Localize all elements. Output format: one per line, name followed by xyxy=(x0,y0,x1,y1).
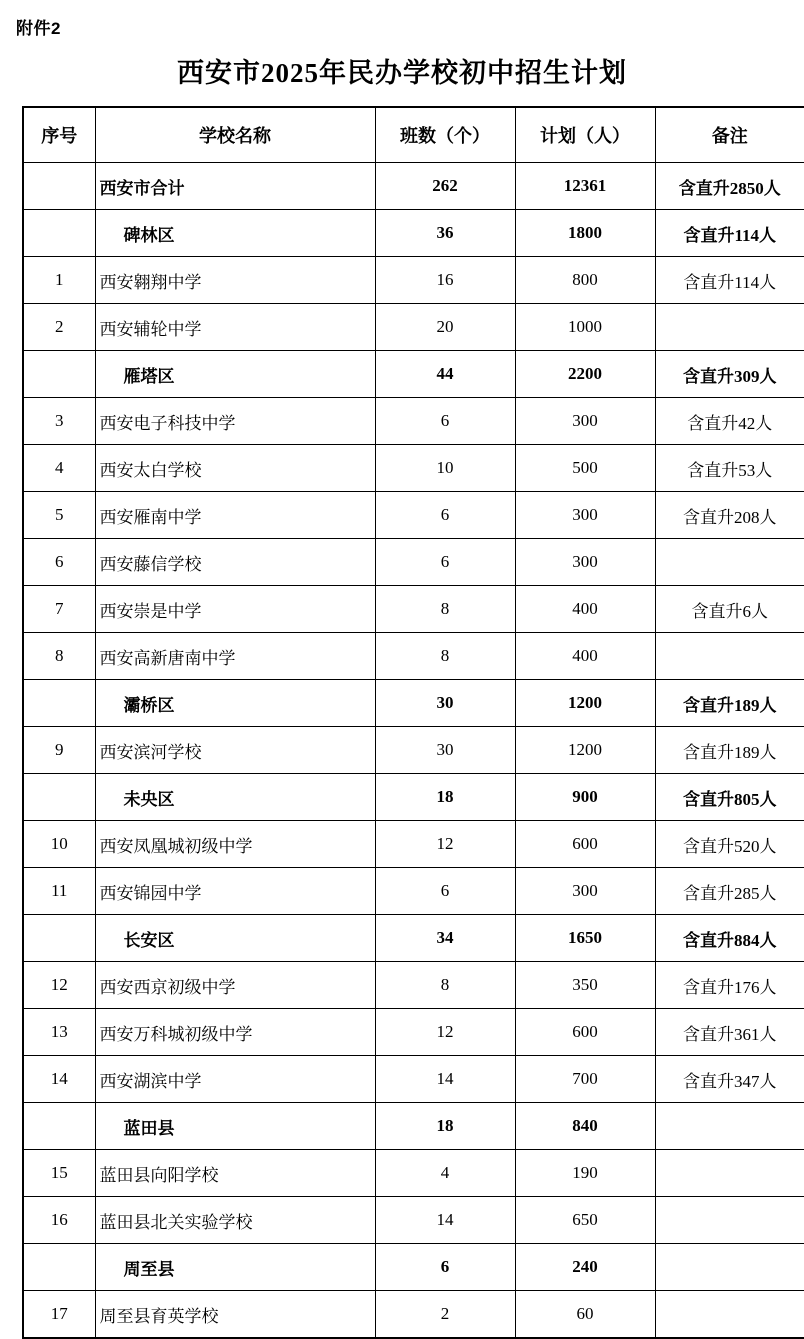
cell-school-name: 西安太白学校 xyxy=(95,445,375,492)
cell-class-count: 8 xyxy=(375,586,515,633)
cell-index: 11 xyxy=(23,868,95,915)
cell-plan-count: 1200 xyxy=(515,727,655,774)
cell-index xyxy=(23,163,95,210)
cell-index: 15 xyxy=(23,1150,95,1197)
cell-plan-count: 240 xyxy=(515,1244,655,1291)
cell-class-count: 10 xyxy=(375,445,515,492)
cell-class-count: 12 xyxy=(375,1009,515,1056)
cell-class-count: 6 xyxy=(375,398,515,445)
table-row xyxy=(23,445,804,492)
cell-plan-count: 300 xyxy=(515,398,655,445)
cell-school-name: 长安区 xyxy=(95,915,375,962)
cell-plan-count: 2200 xyxy=(515,351,655,398)
cell-school-name: 蓝田县北关实验学校 xyxy=(95,1197,375,1244)
cell-note: 含直升189人 xyxy=(655,727,804,774)
table-row xyxy=(23,210,804,257)
cell-note xyxy=(655,1150,804,1197)
table-row xyxy=(23,1244,804,1291)
cell-school-name: 西安凤凰城初级中学 xyxy=(95,821,375,868)
table-row xyxy=(23,398,804,445)
cell-index: 5 xyxy=(23,492,95,539)
cell-note: 含直升347人 xyxy=(655,1056,804,1103)
cell-plan-count: 600 xyxy=(515,1009,655,1056)
cell-note: 含直升285人 xyxy=(655,868,804,915)
cell-index xyxy=(23,210,95,257)
table-row xyxy=(23,492,804,539)
cell-plan-count: 350 xyxy=(515,962,655,1009)
cell-index xyxy=(23,1244,95,1291)
cell-note: 含直升884人 xyxy=(655,915,804,962)
cell-note: 含直升189人 xyxy=(655,680,804,727)
cell-note xyxy=(655,1291,804,1339)
cell-class-count: 6 xyxy=(375,1244,515,1291)
cell-school-name: 未央区 xyxy=(95,774,375,821)
cell-plan-count: 400 xyxy=(515,586,655,633)
column-header-plan-count: 计划（人） xyxy=(515,107,655,163)
cell-note: 含直升805人 xyxy=(655,774,804,821)
page-title: 西安市2025年民办学校初中招生计划 xyxy=(177,58,627,88)
table-row xyxy=(23,633,804,680)
column-header-class-count: 班数（个） xyxy=(375,107,515,163)
cell-note: 含直升208人 xyxy=(655,492,804,539)
cell-class-count: 262 xyxy=(375,163,515,210)
cell-class-count: 44 xyxy=(375,351,515,398)
cell-school-name: 蓝田县向阳学校 xyxy=(95,1150,375,1197)
cell-plan-count: 1800 xyxy=(515,210,655,257)
cell-index: 14 xyxy=(23,1056,95,1103)
cell-class-count: 36 xyxy=(375,210,515,257)
cell-class-count: 8 xyxy=(375,633,515,680)
cell-school-name: 西安藤信学校 xyxy=(95,539,375,586)
cell-plan-count: 650 xyxy=(515,1197,655,1244)
table-header-row xyxy=(23,107,804,163)
cell-index: 16 xyxy=(23,1197,95,1244)
cell-note xyxy=(655,1244,804,1291)
cell-plan-count: 840 xyxy=(515,1103,655,1150)
cell-class-count: 14 xyxy=(375,1056,515,1103)
table-row xyxy=(23,821,804,868)
table-row xyxy=(23,727,804,774)
cell-class-count: 6 xyxy=(375,868,515,915)
cell-note: 含直升42人 xyxy=(655,398,804,445)
cell-index xyxy=(23,680,95,727)
cell-index: 13 xyxy=(23,1009,95,1056)
table-row xyxy=(23,163,804,210)
cell-class-count: 8 xyxy=(375,962,515,1009)
cell-class-count: 30 xyxy=(375,680,515,727)
cell-note xyxy=(655,633,804,680)
cell-class-count: 6 xyxy=(375,539,515,586)
cell-school-name: 西安西京初级中学 xyxy=(95,962,375,1009)
cell-plan-count: 300 xyxy=(515,539,655,586)
cell-plan-count: 1650 xyxy=(515,915,655,962)
cell-school-name: 西安电子科技中学 xyxy=(95,398,375,445)
cell-note xyxy=(655,1103,804,1150)
cell-index xyxy=(23,351,95,398)
cell-school-name: 西安湖滨中学 xyxy=(95,1056,375,1103)
table-row xyxy=(23,774,804,821)
cell-index: 2 xyxy=(23,304,95,351)
cell-school-name: 周至县育英学校 xyxy=(95,1291,375,1339)
cell-class-count: 2 xyxy=(375,1291,515,1339)
cell-index: 12 xyxy=(23,962,95,1009)
cell-plan-count: 190 xyxy=(515,1150,655,1197)
cell-index: 8 xyxy=(23,633,95,680)
cell-school-name: 西安万科城初级中学 xyxy=(95,1009,375,1056)
enrollment-plan-table xyxy=(22,106,804,1339)
column-header-note: 备注 xyxy=(655,107,804,163)
table-row xyxy=(23,868,804,915)
attachment-label: 附件2 xyxy=(16,19,61,38)
cell-note: 含直升114人 xyxy=(655,210,804,257)
cell-plan-count: 900 xyxy=(515,774,655,821)
cell-class-count: 4 xyxy=(375,1150,515,1197)
column-header-index: 序号 xyxy=(23,107,95,163)
cell-index: 17 xyxy=(23,1291,95,1339)
cell-class-count: 12 xyxy=(375,821,515,868)
cell-class-count: 20 xyxy=(375,304,515,351)
cell-index: 7 xyxy=(23,586,95,633)
cell-note xyxy=(655,304,804,351)
table-row xyxy=(23,257,804,304)
cell-plan-count: 800 xyxy=(515,257,655,304)
table-row xyxy=(23,680,804,727)
cell-index: 6 xyxy=(23,539,95,586)
cell-note: 含直升2850人 xyxy=(655,163,804,210)
cell-index: 4 xyxy=(23,445,95,492)
cell-plan-count: 400 xyxy=(515,633,655,680)
cell-class-count: 6 xyxy=(375,492,515,539)
cell-note: 含直升53人 xyxy=(655,445,804,492)
cell-note: 含直升361人 xyxy=(655,1009,804,1056)
table-container xyxy=(0,106,804,1339)
cell-class-count: 34 xyxy=(375,915,515,962)
cell-school-name: 西安翱翔中学 xyxy=(95,257,375,304)
cell-index: 10 xyxy=(23,821,95,868)
cell-plan-count: 60 xyxy=(515,1291,655,1339)
cell-school-name: 西安锦园中学 xyxy=(95,868,375,915)
cell-school-name: 西安崇是中学 xyxy=(95,586,375,633)
cell-plan-count: 12361 xyxy=(515,163,655,210)
table-row xyxy=(23,1150,804,1197)
table-row xyxy=(23,1009,804,1056)
cell-school-name: 西安市合计 xyxy=(95,163,375,210)
cell-note xyxy=(655,539,804,586)
cell-plan-count: 1200 xyxy=(515,680,655,727)
table-row xyxy=(23,304,804,351)
table-row xyxy=(23,351,804,398)
table-row xyxy=(23,539,804,586)
table-header xyxy=(23,107,804,163)
cell-note: 含直升309人 xyxy=(655,351,804,398)
table-row xyxy=(23,915,804,962)
table-row xyxy=(23,586,804,633)
cell-plan-count: 700 xyxy=(515,1056,655,1103)
cell-note: 含直升520人 xyxy=(655,821,804,868)
cell-school-name: 灞桥区 xyxy=(95,680,375,727)
cell-note: 含直升114人 xyxy=(655,257,804,304)
cell-class-count: 16 xyxy=(375,257,515,304)
cell-class-count: 14 xyxy=(375,1197,515,1244)
cell-plan-count: 300 xyxy=(515,868,655,915)
cell-note xyxy=(655,1197,804,1244)
table-row xyxy=(23,962,804,1009)
cell-class-count: 18 xyxy=(375,774,515,821)
cell-school-name: 西安雁南中学 xyxy=(95,492,375,539)
column-header-school-name: 学校名称 xyxy=(95,107,375,163)
table-row xyxy=(23,1103,804,1150)
cell-school-name: 蓝田县 xyxy=(95,1103,375,1150)
cell-plan-count: 600 xyxy=(515,821,655,868)
cell-index: 3 xyxy=(23,398,95,445)
table-row xyxy=(23,1197,804,1244)
cell-plan-count: 300 xyxy=(515,492,655,539)
cell-index xyxy=(23,915,95,962)
table-row xyxy=(23,1291,804,1339)
table-row xyxy=(23,1056,804,1103)
cell-school-name: 周至县 xyxy=(95,1244,375,1291)
cell-school-name: 碑林区 xyxy=(95,210,375,257)
cell-note: 含直升176人 xyxy=(655,962,804,1009)
cell-school-name: 西安高新唐南中学 xyxy=(95,633,375,680)
cell-index xyxy=(23,1103,95,1150)
cell-school-name: 西安滨河学校 xyxy=(95,727,375,774)
table-body xyxy=(23,163,804,1339)
cell-plan-count: 1000 xyxy=(515,304,655,351)
cell-index: 1 xyxy=(23,257,95,304)
cell-note: 含直升6人 xyxy=(655,586,804,633)
cell-school-name: 雁塔区 xyxy=(95,351,375,398)
cell-class-count: 18 xyxy=(375,1103,515,1150)
cell-index: 9 xyxy=(23,727,95,774)
cell-school-name: 西安辅轮中学 xyxy=(95,304,375,351)
cell-plan-count: 500 xyxy=(515,445,655,492)
cell-class-count: 30 xyxy=(375,727,515,774)
cell-index xyxy=(23,774,95,821)
